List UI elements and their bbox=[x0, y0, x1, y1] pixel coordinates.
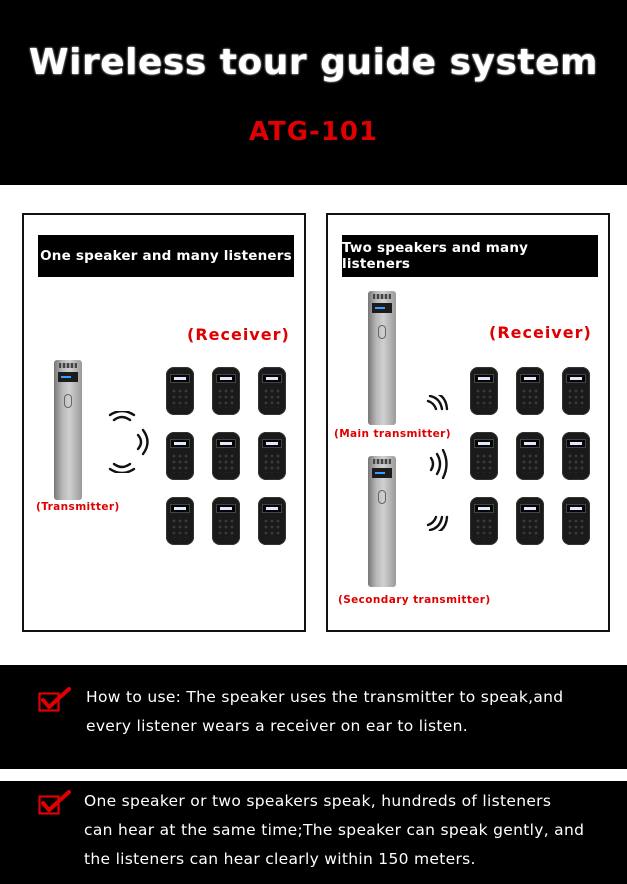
checkmark-icon bbox=[38, 790, 72, 816]
receiver-device-image bbox=[516, 432, 544, 480]
receiver-device-image bbox=[166, 497, 194, 545]
feature-line: One speaker or two speakers speak, hundreds of listeners bbox=[84, 792, 552, 810]
receiver-device-image bbox=[166, 367, 194, 415]
feature-line: the listeners can hear clearly within 150 meters. bbox=[84, 850, 476, 868]
receiver-device-image bbox=[470, 497, 498, 545]
transmitter-device-image bbox=[54, 360, 82, 500]
page-title: Wireless tour guide system bbox=[28, 42, 599, 83]
header-banner bbox=[0, 0, 627, 185]
signal-waves-icon bbox=[428, 449, 450, 479]
receiver-grid bbox=[470, 367, 590, 545]
receiver-device-image bbox=[258, 432, 286, 480]
panel-heading: One speaker and many listeners bbox=[38, 235, 294, 277]
feature-text bbox=[84, 787, 584, 874]
receiver-device-image bbox=[470, 367, 498, 415]
panel-heading: Two speakers and many listeners bbox=[342, 235, 598, 277]
secondary-transmitter-label: (Secondary transmitter) bbox=[338, 594, 491, 606]
receiver-device-image bbox=[562, 432, 590, 480]
secondary-transmitter-device-image bbox=[368, 456, 396, 587]
receiver-device-image bbox=[516, 367, 544, 415]
receiver-device-image bbox=[258, 367, 286, 415]
feature-line: can hear at the same time;The speaker can speak gently, and bbox=[84, 821, 585, 839]
transmitter-label: (Transmitter) bbox=[36, 501, 120, 513]
receiver-device-image bbox=[562, 367, 590, 415]
main-transmitter-label: (Main transmitter) bbox=[334, 428, 451, 440]
main-transmitter-device-image bbox=[368, 291, 396, 425]
receiver-device-image bbox=[470, 432, 498, 480]
feature-band-how-to-use bbox=[0, 665, 627, 769]
receiver-device-image bbox=[562, 497, 590, 545]
receiver-label: (Receiver) bbox=[489, 323, 592, 342]
feature-line: How to use: The speaker uses the transmitter to speak,and bbox=[86, 688, 564, 706]
receiver-device-image bbox=[212, 432, 240, 480]
panel-one-speaker bbox=[22, 213, 306, 632]
receiver-label: (Receiver) bbox=[187, 325, 290, 344]
panel-two-speakers bbox=[326, 213, 610, 632]
receiver-device-image bbox=[212, 497, 240, 545]
signal-waves-icon bbox=[424, 395, 450, 421]
receiver-device-image bbox=[166, 432, 194, 480]
model-number: ATG-101 bbox=[248, 117, 379, 147]
feature-text bbox=[86, 683, 563, 741]
receiver-device-image bbox=[258, 497, 286, 545]
receiver-device-image bbox=[212, 367, 240, 415]
signal-waves-icon bbox=[106, 411, 156, 473]
receiver-device-image bbox=[516, 497, 544, 545]
receiver-grid bbox=[166, 367, 286, 545]
feature-band-range bbox=[0, 781, 627, 884]
feature-line: every listener wears a receiver on ear to listen. bbox=[86, 717, 468, 735]
checkmark-icon bbox=[38, 687, 72, 713]
signal-waves-icon bbox=[424, 505, 450, 531]
divider bbox=[0, 769, 627, 781]
